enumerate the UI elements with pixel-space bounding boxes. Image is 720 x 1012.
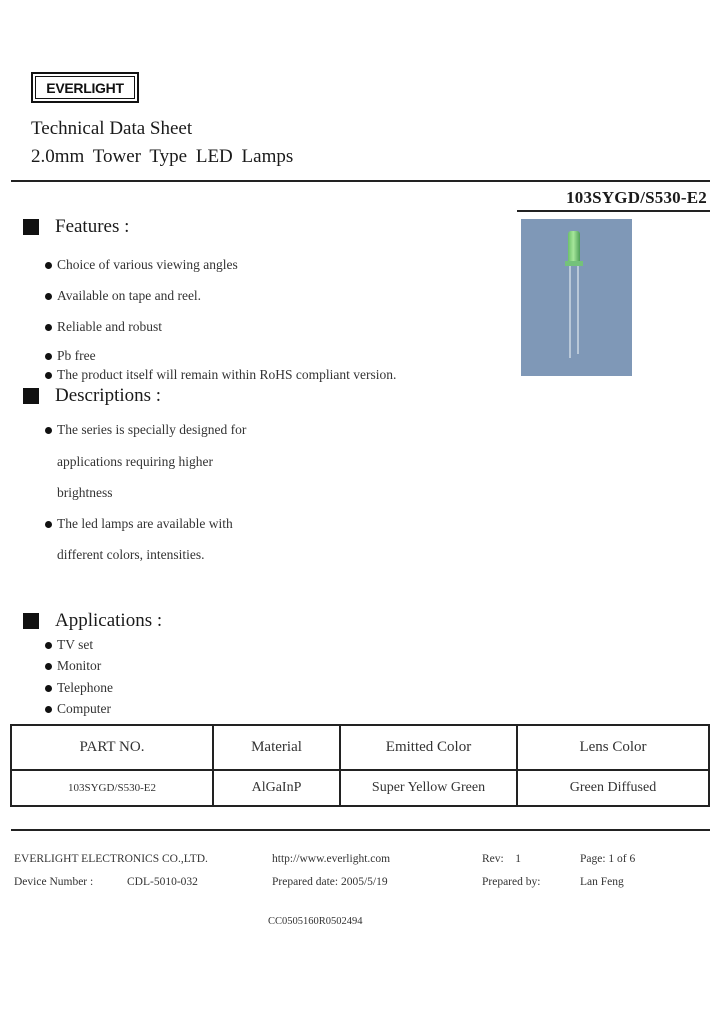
company-logo xyxy=(31,72,139,103)
application-text: Computer xyxy=(57,701,111,716)
descriptions-heading: Descriptions : xyxy=(55,385,162,406)
bullet-icon xyxy=(45,521,52,528)
descriptions-section-heading xyxy=(23,385,161,407)
feature-item xyxy=(45,348,96,364)
footer-prepared-by-label: Prepared by: xyxy=(482,876,541,888)
description-text: The led lamps are available with xyxy=(57,516,233,531)
description-item xyxy=(45,516,233,532)
application-text: Telephone xyxy=(57,680,114,695)
section-square-icon xyxy=(23,613,39,629)
application-text: TV set xyxy=(57,637,94,652)
feature-text: Reliable and robust xyxy=(57,319,162,334)
led-lens xyxy=(568,231,580,264)
application-text: Monitor xyxy=(57,658,102,673)
feature-text: Pb free xyxy=(57,348,96,363)
bullet-icon xyxy=(45,427,52,434)
description-continuation: brightness xyxy=(57,485,113,500)
table-row xyxy=(12,771,708,805)
bullet-icon xyxy=(45,685,52,692)
bottom-divider xyxy=(11,829,710,831)
table-header-cell: Material xyxy=(214,726,341,769)
features-section-heading xyxy=(23,216,129,238)
footer-url: http://www.everlight.com xyxy=(272,853,391,865)
table-header-cell: Lens Color xyxy=(579,739,647,755)
led-collar xyxy=(565,261,583,266)
led-product-photo xyxy=(521,219,632,376)
table-cell: Super Yellow Green xyxy=(341,771,518,805)
top-divider xyxy=(11,180,710,182)
footer-rev-label: Rev xyxy=(482,853,501,865)
footer-prepared-date: Prepared date: 2005/5/19 xyxy=(272,876,388,888)
application-item xyxy=(45,701,111,717)
bullet-icon xyxy=(45,372,52,379)
features-heading: Features : xyxy=(55,216,130,237)
section-square-icon xyxy=(23,388,39,404)
part-number: 103SYGD/S530-E2 xyxy=(566,188,707,207)
part-spec-table xyxy=(10,724,710,807)
document-title: Technical Data Sheet xyxy=(31,118,193,139)
applications-heading: Applications : xyxy=(55,610,163,631)
bullet-icon xyxy=(45,262,52,269)
table-header-row xyxy=(12,726,708,771)
applications-section-heading xyxy=(23,610,162,632)
footer-page: Page: 1 of 6 xyxy=(580,853,636,865)
table-cell: Green Diffused xyxy=(569,780,657,795)
led-lead-anode xyxy=(569,266,571,358)
bullet-icon xyxy=(45,324,52,331)
footer-doc-code: CC0505160R0502494 xyxy=(268,916,363,927)
footer-rev-value: 1 xyxy=(515,853,521,865)
document-subtitle: 2.0mm Tower Type LED Lamps xyxy=(31,146,294,167)
table-header-cell: PART NO. xyxy=(12,726,214,769)
section-square-icon xyxy=(23,219,39,235)
feature-item xyxy=(45,288,201,304)
footer-device-value: CDL-5010-032 xyxy=(127,876,198,888)
feature-item xyxy=(45,319,162,335)
description-text: The series is specially designed for xyxy=(57,422,247,437)
table-cell: AlGaInP xyxy=(214,771,341,805)
bullet-icon xyxy=(45,642,52,649)
description-continuation: applications requiring higher xyxy=(57,454,213,469)
application-item xyxy=(45,680,113,696)
table-cell: 103SYGD/S530-E2 xyxy=(12,771,214,805)
footer-rev: Rev: 1 xyxy=(482,853,521,865)
description-continuation: different colors, intensities. xyxy=(57,547,205,562)
description-item xyxy=(45,422,246,438)
part-number-underline xyxy=(517,210,710,212)
logo-text: EVERLIGHT xyxy=(35,76,135,99)
footer-device-label: Device Number : xyxy=(14,876,94,888)
table-header-cell: Emitted Color xyxy=(341,726,518,769)
bullet-icon xyxy=(45,663,52,670)
bullet-icon xyxy=(45,353,52,360)
feature-text: The product itself will remain within RoHS compliant version. xyxy=(57,367,397,382)
bullet-icon xyxy=(45,293,52,300)
feature-text: Choice of various viewing angles xyxy=(57,257,238,272)
bullet-icon xyxy=(45,706,52,713)
feature-text: Available on tape and reel. xyxy=(57,288,202,303)
feature-item xyxy=(45,257,238,273)
footer-company: EVERLIGHT ELECTRONICS CO.,LTD. xyxy=(14,853,208,865)
feature-item xyxy=(45,367,396,383)
application-item xyxy=(45,658,101,674)
led-lead-cathode xyxy=(577,266,579,354)
footer-prepared-by-value: Lan Feng xyxy=(580,876,624,888)
application-item xyxy=(45,637,93,653)
